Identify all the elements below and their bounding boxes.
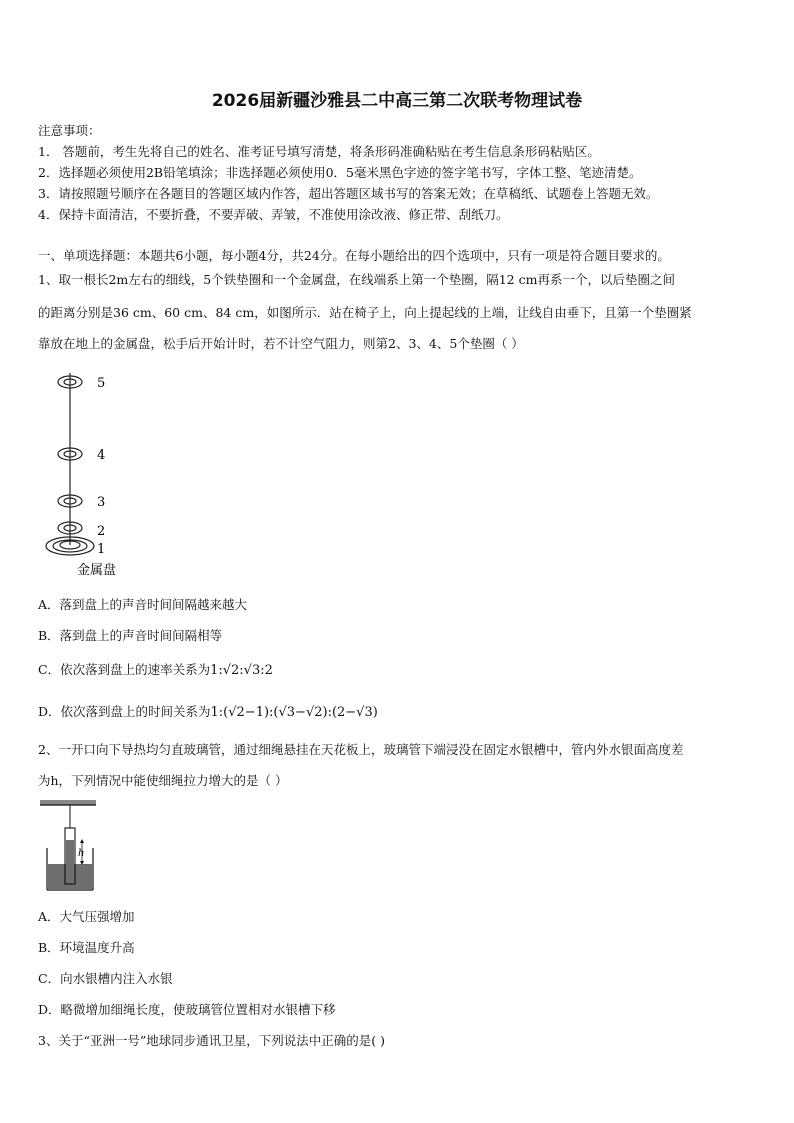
question-2-line: 为h，下列情况中能使细绳拉力增大的是（ ）: [38, 773, 288, 788]
notice-heading: 注意事项：: [38, 123, 101, 138]
washer-label-3: 3: [97, 495, 106, 510]
option-c-text: C．依次落到盘上的速率关系为: [38, 662, 211, 677]
option-d-expression: 1:(√2−1):(√3−√2):(2−√3): [210, 705, 378, 720]
washer-label-4: 4: [97, 448, 106, 463]
option-c: [38, 660, 273, 678]
option-a: A．大气压强增加: [38, 909, 135, 924]
option-d: [38, 702, 378, 720]
section-heading: 一、单项选择题：本题共6小题，每小题4分，共24分。在每小题给出的四个选项中，只有一项是符合题目要求的。: [38, 248, 670, 263]
metal-plate: [46, 537, 94, 555]
option-b: B．落到盘上的声音时间间隔相等: [38, 628, 223, 643]
question-1-line: 1、取一根长2m左右的细线，5个铁垫圈和一个金属盘，在线端系上第一个垫圈，隔12 cm再系一个，以后垫圈之间: [38, 272, 675, 287]
option-d-text: D．依次落到盘上的时间关系为: [38, 704, 211, 719]
question-1-line: 靠放在地上的金属盘，松手后开始计时，若不计空气阻力，则第2、3、4、5个垫圈（ ）: [38, 336, 524, 351]
figure-caption: 金属盘: [77, 563, 117, 578]
page-title: 2026届新疆沙雅县二中高三第二次联考物理试卷: [211, 91, 583, 111]
option-b: B．环境温度升高: [38, 940, 135, 955]
option-d: D．略微增加细绳长度，使玻璃管位置相对水银槽下移: [38, 1002, 336, 1017]
notice-item: 4．保持卡面清洁，不要折叠，不要弄破、弄皱，不准使用涂改液、修正带、刮纸刀。: [38, 207, 509, 222]
question-1-line: 的距离分别是36 cm、60 cm、84 cm，如图所示．站在椅子上，向上提起线的上端，让线自由垂下，且第一个垫圈紧: [38, 305, 692, 320]
option-c: C．向水银槽内注入水银: [38, 971, 173, 986]
washer-string-figure: [40, 365, 140, 580]
notice-item: 3．请按照题号顺序在各题目的答题区域内作答，超出答题区域书写的答案无效；在草稿纸、试题卷上答题无效。: [38, 186, 659, 201]
option-a: A．落到盘上的声音时间间隔越来越大: [38, 597, 248, 612]
washer-label-5: 5: [97, 376, 106, 391]
question-2-line: 2、一开口向下导热均匀直玻璃管，通过细绳悬挂在天花板上，玻璃管下端浸没在固定水银槽中，管内外水银面高度差: [38, 742, 684, 757]
washer-label-1: 1: [97, 542, 106, 557]
tube-trough-figure: [38, 798, 100, 894]
notice-item: 1． 答题前，考生先将自己的姓名、准考证号填写清楚，将条形码准确粘贴在考生信息条形码粘贴区。: [38, 144, 600, 159]
washer-label-2: 2: [97, 524, 106, 539]
height-label: h: [78, 848, 85, 859]
question-3-line: 3、关于“亚洲一号”地球同步通讯卫星，下列说法中正确的是( ): [38, 1033, 385, 1048]
option-c-expression: 1:√2:√3:2: [210, 663, 273, 678]
notice-item: 2．选择题必须使用2B铅笔填涂；非选择题必须使用0．5毫米黑色字迹的签字笔书写，字体工整、笔迹清楚。: [38, 165, 642, 180]
